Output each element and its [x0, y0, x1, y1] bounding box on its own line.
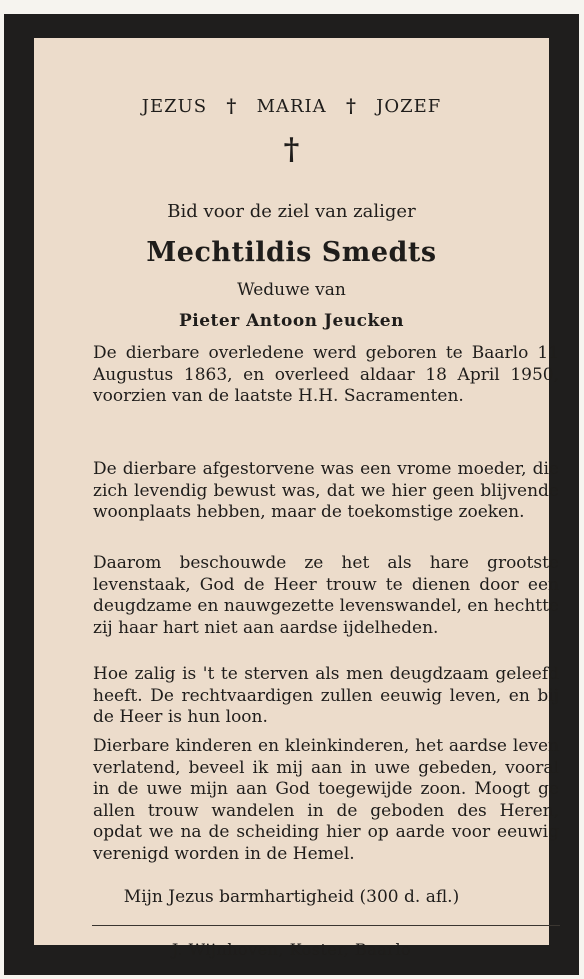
card-inner-panel [34, 38, 559, 959]
header-jezus: JEZUS [141, 96, 208, 117]
printer-credit: J. Wijnhoven, Koster, Baarlo [171, 940, 412, 959]
paragraph-life-task: Daarom beschouwde ze het als hare grootste levenstaak, God de Heer trouw te dienen door een deugdzame en nauwgezette levenswandel, en hechtte zij haar hart niet aan aardse ijdelheden. [93, 553, 559, 638]
header-maria: MARIA [256, 96, 327, 117]
widow-of-label: Weduwe van [237, 280, 346, 300]
paragraph-mother: De dierbare afgestorvene was een vrome moeder, die zich levendig bewust was, dat we hier geen blijvende woonplaats hebben, maar de toekomstige zoeken. [93, 459, 559, 522]
paragraph-farewell: Dierbare kinderen en kleinkinderen, het aardse leven verlatend, beveel ik mij aan in uwe gebeden, vooral in de uwe mijn aan God toegewijde zoon. Moogt ge allen trouw wandelen in de geboden des Heren, opdat we na de scheiding hier op aarde voor eeuwig verenigd worden in de Hemel. [93, 736, 559, 864]
header-cross-icon: † [345, 95, 357, 117]
closing-prayer: Mijn Jezus barmhartigheid (300 d. afl.) [123, 887, 460, 907]
cross-icon: † [283, 132, 300, 167]
intro-line: Bid voor de ziel van zaliger [167, 201, 416, 222]
deceased-name: Mechtildis Smedts [146, 237, 437, 268]
paragraph-birth-death: De dierbare overledene werd geboren te Baarlo 11 Augustus 1863, en overleed aldaar 18 April 1950, voorzien van de laatste H.H. Sacramenten. [93, 343, 559, 406]
header-jozef: JOZEF [376, 96, 442, 117]
header-cross-icon: † [226, 95, 238, 117]
paragraph-blessed-death: Hoe zalig is 't te sterven als men deugdzaam geleefd heeft. De rechtvaardigen zullen eeuwig leven, en bij de Heer is hun loon. [93, 664, 559, 727]
husband-name: Pieter Antoon Jeucken [179, 311, 404, 331]
holy-family-header [34, 95, 549, 117]
divider-line [92, 925, 560, 926]
mourning-card [4, 14, 579, 975]
